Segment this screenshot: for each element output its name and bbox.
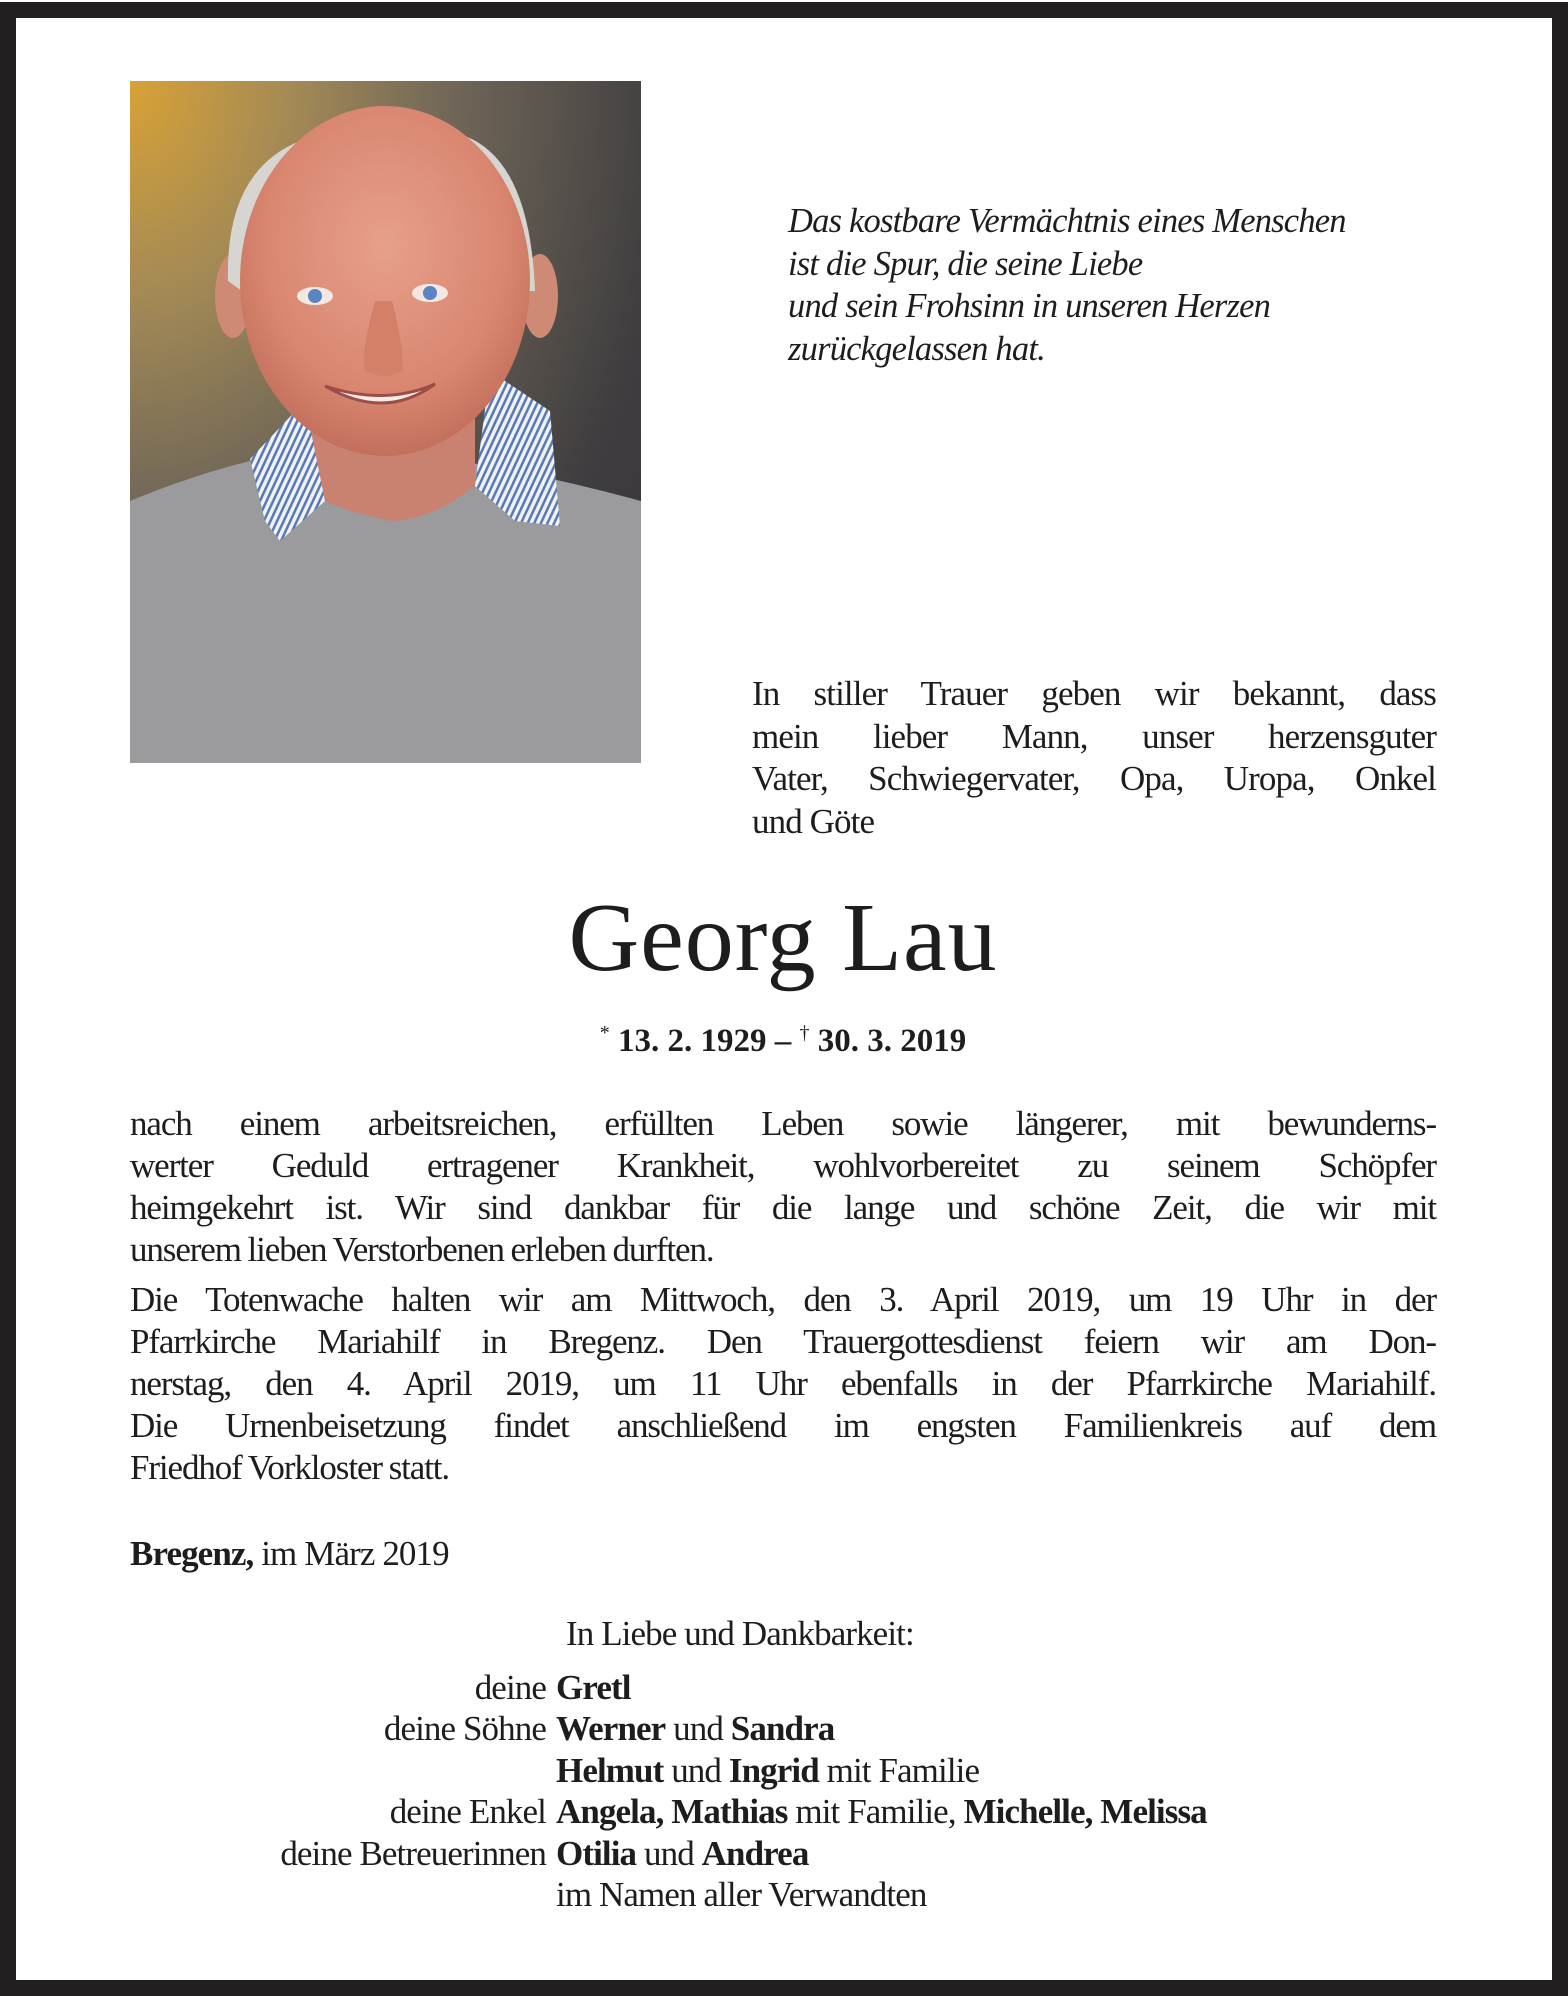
portrait-photo <box>130 81 641 763</box>
family-member-name: Werner <box>556 1709 666 1748</box>
motto-line: Das kostbare Vermächtnis eines Menschen <box>788 202 1346 240</box>
signatory-names <box>556 1667 1436 1709</box>
signatory-row <box>130 1667 1436 1709</box>
date-separator: – <box>774 1023 792 1059</box>
death-cross-icon: † <box>799 1022 810 1044</box>
paragraph-line: werter Geduld ertragener Krankheit, wohlvorbereitet zu seinem Schöpfer <box>130 1146 1436 1185</box>
family-member-name: Sandra <box>730 1709 835 1748</box>
signatory-row <box>130 1833 1436 1875</box>
header-section <box>130 81 1436 841</box>
signatories-heading: In Liebe und Dankbarkeit: <box>566 1614 914 1653</box>
paragraph-life <box>130 1103 1436 1271</box>
paragraph-line: Friedhof Vorkloster statt. <box>130 1448 450 1487</box>
family-member-name: Angela, Mathias <box>556 1792 788 1831</box>
family-member-name: Andrea <box>701 1833 809 1873</box>
signatory-list <box>130 1667 1436 1916</box>
portrait-illustration <box>130 81 641 763</box>
paragraph-line: Die Totenwache halten wir am Mittwoch, den 3. April 2019, um 19 Uhr in der <box>130 1280 1436 1319</box>
paragraph-line: Pfarrkirche Mariahilf in Bregenz. Den Trauergottesdienst feiern wir am Don- <box>130 1322 1436 1361</box>
relation-label: deine Betreuerinnen <box>280 1833 546 1873</box>
motto-line: und sein Frohsinn in unseren Herzen <box>788 287 1271 325</box>
deceased-name: Georg Lau <box>568 884 998 992</box>
connector-text: im Namen aller Verwandten <box>556 1875 927 1914</box>
header-text <box>752 81 1436 841</box>
signatory-row <box>130 1750 1436 1792</box>
relation-label: deine Enkel <box>389 1792 546 1831</box>
family-member-name: Ingrid <box>728 1750 819 1790</box>
paragraph-line: nach einem arbeitsreichen, erfüllten Leben sowie längerer, mit bewunderns- <box>130 1104 1436 1143</box>
birth-star-icon: * <box>599 1022 610 1044</box>
birth-date: 13. 2. 1929 <box>618 1023 767 1059</box>
signatory-names <box>556 1791 1436 1833</box>
intro-line: und Göte <box>752 801 875 841</box>
connector-text: und <box>663 1750 729 1790</box>
signatory-names <box>556 1750 1436 1792</box>
family-member-name: Helmut <box>556 1750 664 1790</box>
paragraph-line: unserem lieben Verstorbenen erleben durften. <box>130 1230 714 1269</box>
paragraph-line: heimgekehrt ist. Wir sind dankbar für die lange und schöne Zeit, die wir mit <box>130 1188 1436 1227</box>
paragraph-funeral-details <box>130 1279 1436 1489</box>
intro-line: mein lieber Mann, unser herzensguter <box>752 716 1436 756</box>
death-date: 30. 3. 2019 <box>817 1023 967 1059</box>
signatory-row <box>130 1708 1436 1750</box>
connector-text: und <box>636 1833 702 1873</box>
place-and-date <box>130 1533 1436 1575</box>
family-member-name: Otilia <box>556 1833 637 1873</box>
signatory-row <box>130 1874 1436 1916</box>
connector-text: mit Familie, <box>787 1792 964 1831</box>
relation-label: deine Söhne <box>383 1709 546 1748</box>
family-member-name: Gretl <box>556 1667 631 1707</box>
place: Bregenz, <box>130 1534 254 1573</box>
date: im März 2019 <box>261 1534 449 1573</box>
signatory-row <box>130 1791 1436 1833</box>
paragraph-line: Die Urnenbeisetzung findet anschließend im engsten Familienkreis auf dem <box>130 1406 1436 1445</box>
signatory-names <box>556 1874 1436 1916</box>
connector-text: und <box>665 1709 731 1748</box>
life-dates <box>130 1013 1436 1061</box>
motto-line: zurückgelassen hat. <box>788 329 1045 368</box>
relation-label: deine <box>474 1667 546 1707</box>
motto-line: ist die Spur, die seine Liebe <box>788 244 1143 283</box>
signatory-names <box>556 1833 1436 1875</box>
intro-line: Vater, Schwiegervater, Opa, Uropa, Onkel <box>752 759 1436 798</box>
connector-text: mit Familie <box>818 1750 980 1790</box>
signatory-names <box>556 1708 1436 1750</box>
motto-quote <box>788 200 1436 370</box>
family-member-name: Michelle, Melissa <box>963 1792 1207 1831</box>
announcement-intro <box>752 673 1436 843</box>
signatories <box>130 1613 1436 1916</box>
intro-line: In stiller Trauer geben wir bekannt, dass <box>752 674 1436 713</box>
paragraph-line: nerstag, den 4. April 2019, um 11 Uhr ebenfalls in der Pfarrkirche Mariahilf. <box>130 1364 1436 1403</box>
